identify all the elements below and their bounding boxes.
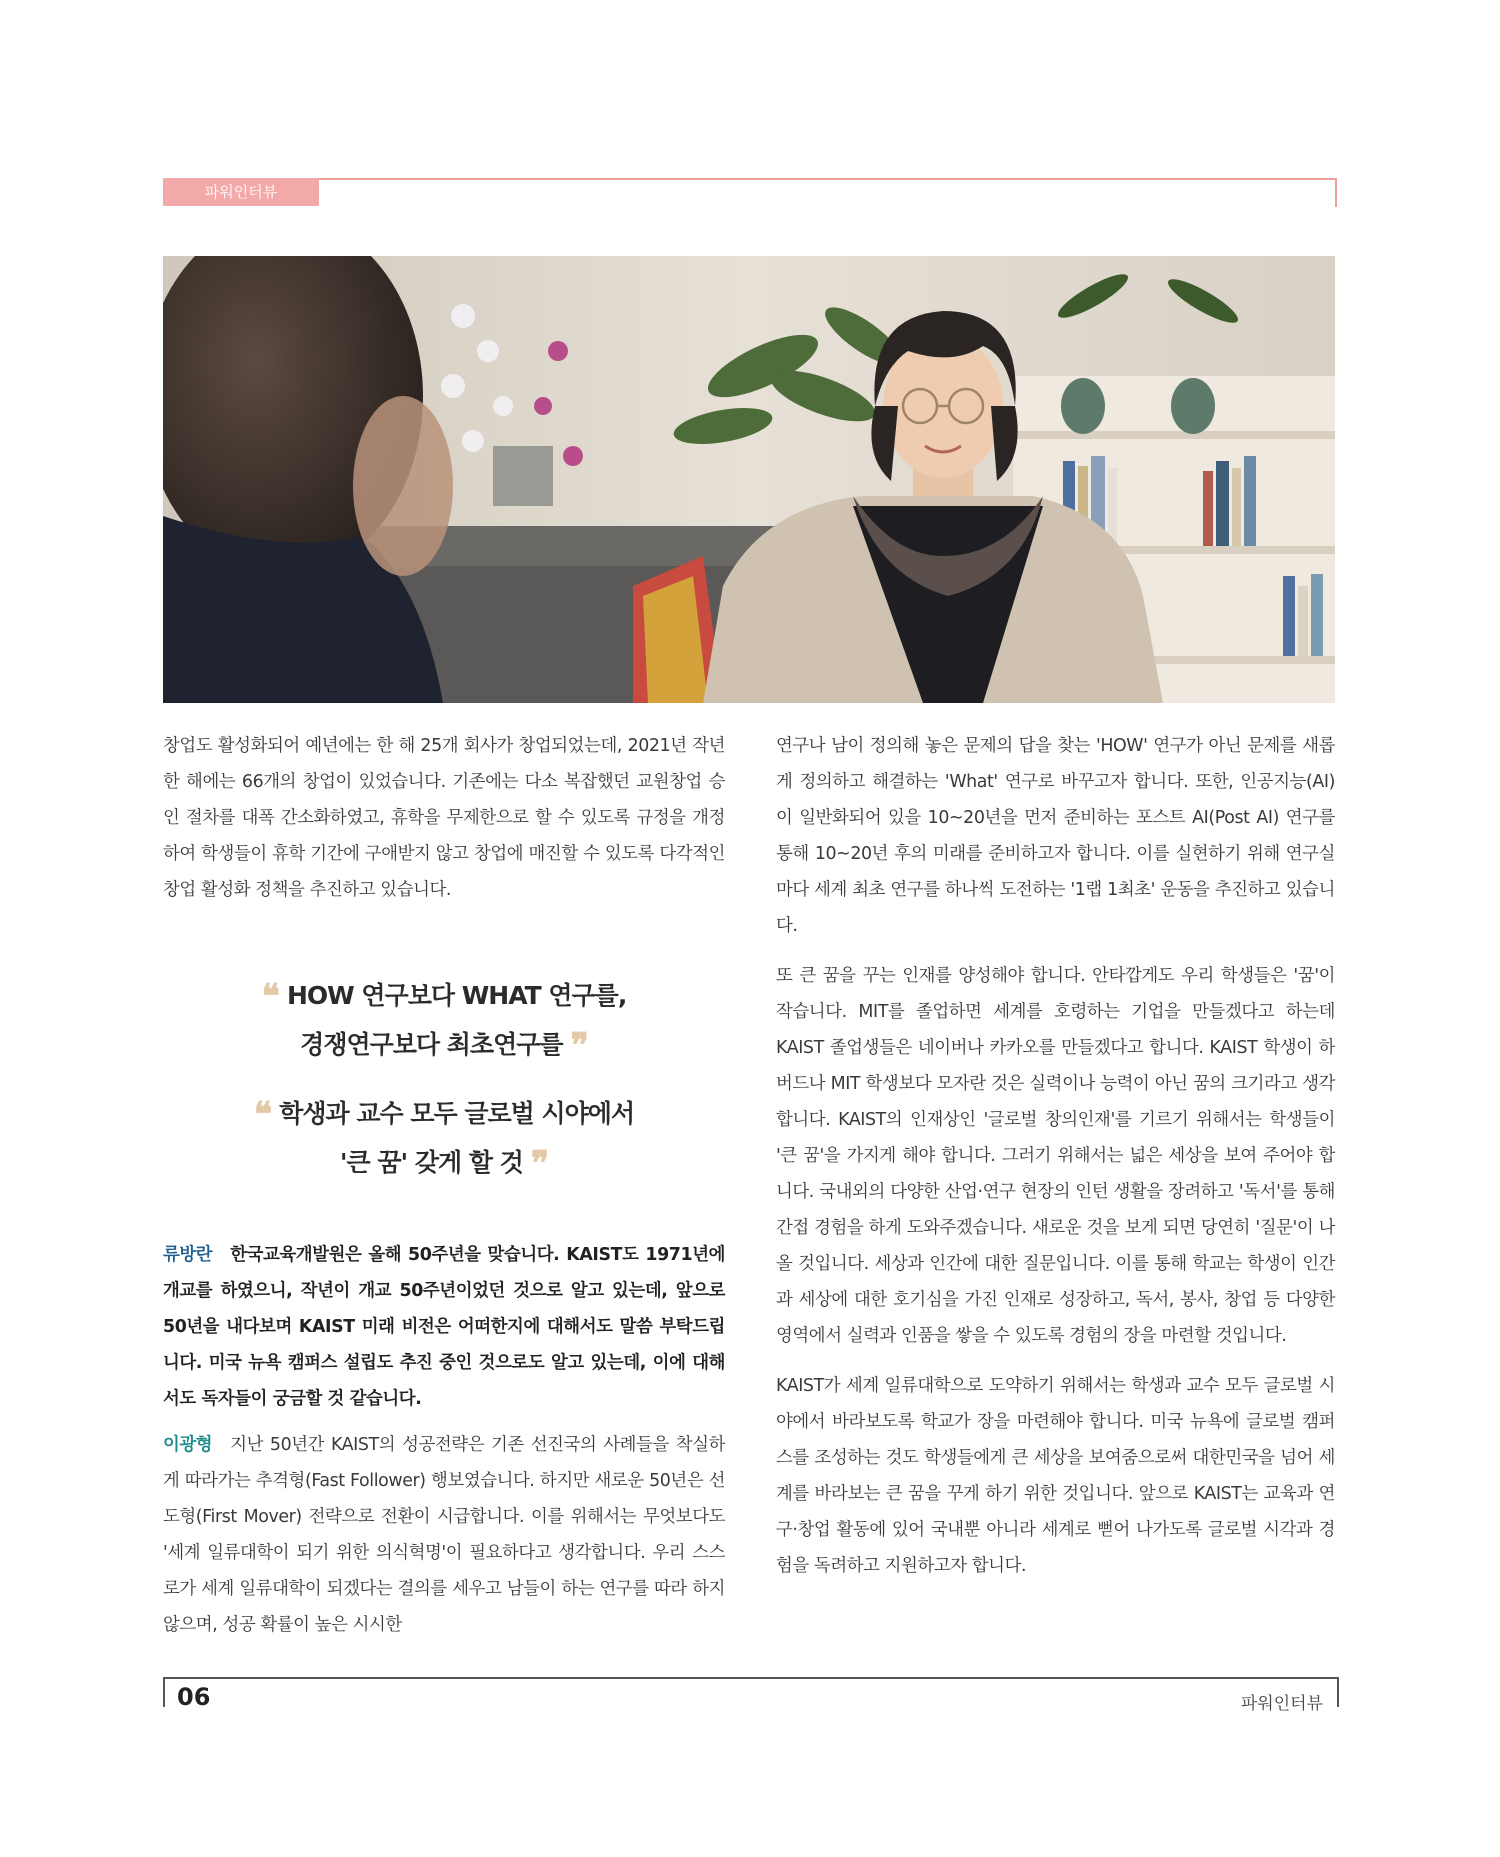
interview-dialog	[163, 1237, 725, 1643]
intro-paragraph-block	[163, 728, 725, 908]
section-tab: 파워인터뷰	[163, 178, 319, 206]
page-number: 06	[177, 1683, 211, 1711]
footer-section-title: 파워인터뷰	[1240, 1694, 1323, 1714]
answer-text: 지난 50년간 KAIST의 성공전략은 기존 선진국의 사례들을 착실하게 따라가는 추격형(Fast Follower) 행보였습니다. 하지만 새로운 50년은 선도형(First Mover) 전략으로 전환이 시급합니다. 이를 위해서는 무엇보다도 '세계 일류대학이 되기 위한 의식혁명'이 필요하다고 생각합니다. 우리 스스로가 세계 일류대학이 되겠다는 결의를 세우고 남들이 하는 연구를 따라 하지 않으며, 성공 확률이 높은 시시한	[163, 1435, 725, 1635]
right-paragraph-1: 연구나 남이 정의해 놓은 문제의 답을 찾는 'HOW' 연구가 아닌 문제를 새롭게 정의하고 해결하는 'What' 연구로 바꾸고자 합니다. 또한, 인공지능(AI)이 일반화되어 있을 10~20년을 먼저 준비하는 포스트 AI(Post AI) 연구를 통해 10~20년 후의 미래를 준비하고자 합니다. 이를 실현하기 위해 연구실마다 세계 최초 연구를 하나씩 도전하는 '1랩 1최초' 운동을 추진하고 있습니다.	[776, 736, 1335, 936]
right-paragraph-3: KAIST가 세계 일류대학으로 도약하기 위해서는 학생과 교수 모두 글로벌 시야에서 바라보도록 학교가 장을 마련해야 합니다. 미국 뉴욕에 글로벌 캠퍼스를 조성하는 것도 학생들에게 큰 세상을 보여줌으로써 대한민국을 넘어 세계를 바라보는 큰 꿈을 꾸게 하기 위한 것입니다. 앞으로 KAIST는 교육과 연구·창업 활동에 있어 국내뿐 아니라 세계로 뻗어 나가도록 글로벌 시각과 경험을 독려하고 지원하고자 합니다.	[776, 1376, 1335, 1576]
answer-speaker: 이광형	[163, 1435, 213, 1455]
question-speaker: 류방란	[163, 1245, 213, 1265]
right-paragraph-2: 또 큰 꿈을 꾸는 인재를 양성해야 합니다. 안타깝게도 우리 학생들은 '꿈'이 작습니다. MIT를 졸업하면 세계를 호령하는 기업을 만들겠다고 하는데 KAIST 졸업생들은 네이버나 카카오를 만들겠다고 합니다. KAIST 학생이 하버드나 MIT 학생보다 모자란 것은 실력이나 능력이 아닌 꿈의 크기라고 생각합니다. KAIST의 인재상인 '글로벌 창의인재'를 기르기 위해서는 학생들이 '큰 꿈'을 가지게 해야 합니다. 그러기 위해서는 넓은 세상을 보여 주어야 합니다. 국내외의 다양한 산업·연구 현장의 인턴 생활을 장려하고 '독서'를 통해 간접 경험을 하게 도와주겠습니다. 새로운 것을 보게 되면 당연히 '질문'이 나올 것입니다. 세상과 인간에 대한 질문입니다. 이를 통해 학교는 학생이 인간과 세상에 대한 호기심을 가진 인재로 성장하고, 독서, 봉사, 창업 등 다양한 영역에서 실력과 인품을 쌓을 수 있도록 경험의 장을 마련할 것입니다.	[776, 966, 1335, 1346]
pull-quote-1	[163, 972, 725, 1070]
pull-quote-2-line2: '큰 꿈' 갖게 할 것	[339, 1148, 523, 1177]
question-paragraph	[163, 1237, 725, 1417]
pull-quotes	[163, 972, 725, 1188]
intro-paragraph: 창업도 활성화되어 예년에는 한 해 25개 회사가 창업되었는데, 2021년 작년 한 해에는 66개의 창업이 있었습니다. 기존에는 다소 복잡했던 교원창업 승인 절차를 대폭 간소화하였고, 휴학을 무제한으로 할 수 있도록 규정을 개정하여 학생들이 휴학 기간에 구애받지 않고 창업에 매진할 수 있도록 다각적인 창업 활성화 정책을 추진하고 있습니다.	[163, 736, 725, 900]
pull-quote-2-line1: 학생과 교수 모두 글로벌 시야에서	[279, 1099, 635, 1128]
open-quote-icon: ❝	[253, 1095, 272, 1135]
interview-photo	[163, 256, 1335, 703]
close-quote-icon: ❞	[530, 1144, 549, 1184]
footer-rule	[163, 1677, 1339, 1707]
question-text: 한국교육개발원은 올해 50주년을 맞습니다. KAIST도 1971년에 개교를 하였으니, 작년이 개교 50주년이었던 것으로 알고 있는데, 앞으로 50년을 내다보며 KAIST 미래 비전은 어떠한지에 대해서도 말씀 부탁드립니다. 미국 뉴욕 캠퍼스 설립도 추진 중인 것으로도 알고 있는데, 이에 대해서도 독자들이 궁금할 것 같습니다.	[163, 1245, 725, 1409]
header-rule	[319, 178, 1337, 207]
pull-quote-1-line1: HOW 연구보다 WHAT 연구를,	[286, 981, 627, 1010]
pull-quote-1-line2: 경쟁연구보다 최초연구를	[300, 1030, 563, 1059]
interview-photo-illustration	[163, 256, 1335, 703]
pull-quote-2	[163, 1090, 725, 1188]
answer-paragraph	[163, 1427, 725, 1643]
open-quote-icon: ❝	[261, 977, 279, 1017]
close-quote-icon: ❞	[570, 1026, 588, 1066]
right-column	[776, 728, 1335, 1584]
